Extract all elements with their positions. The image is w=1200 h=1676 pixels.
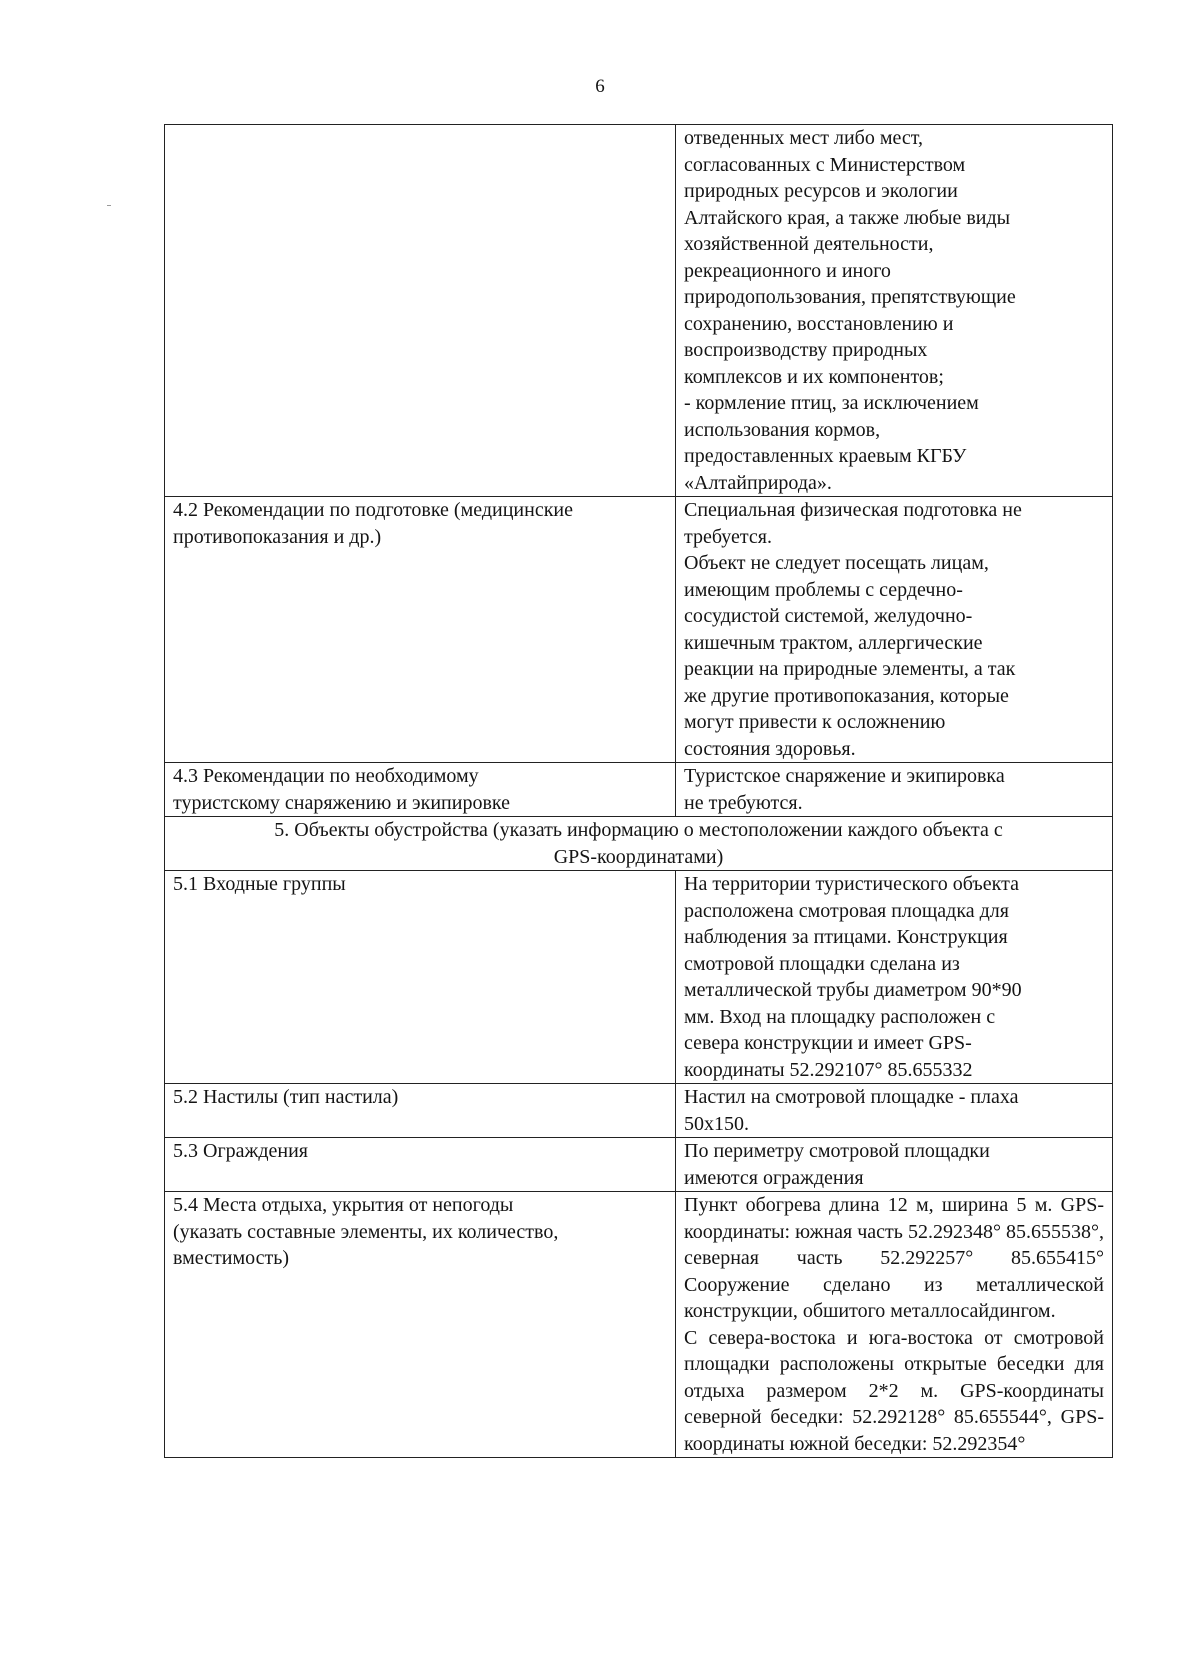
text-line: На территории туристического объекта: [684, 873, 1019, 895]
text-line: 50х150.: [684, 1112, 749, 1135]
text-line: 5. Объекты обустройства (указать информацию о местоположении каждого объекта с: [274, 819, 1003, 841]
text-line: использования кормов,: [684, 418, 881, 441]
text-line: туристскому снаряжению и экипировке: [173, 791, 510, 814]
text-line: Специальная физическая подготовка не: [684, 499, 1022, 521]
text-line: Туристское снаряжение и экипировка: [684, 765, 1005, 787]
empty-left-cell: [165, 125, 676, 497]
table-row: [165, 871, 1113, 1084]
row-4-2-label: [165, 497, 676, 763]
text-line: - кормление птиц, за исключением: [684, 392, 979, 414]
text-line: металлической трубы диаметром 90*90: [684, 979, 1022, 1001]
row-4-3-label: [165, 763, 676, 817]
text-line: мм. Вход на площадку расположен с: [684, 1005, 996, 1028]
text-line: сохранению, восстановлению и: [684, 312, 954, 335]
text-line: расположена смотровая площадка для: [684, 899, 1009, 922]
text-line: комплексов и их компонентов;: [684, 365, 944, 388]
text-line: воспроизводству природных: [684, 339, 928, 361]
text-line: Настил на смотровой площадке - плаха: [684, 1086, 1019, 1108]
text-line: не требуются.: [684, 791, 803, 814]
text-line: координаты 52.292107° 85.655332: [684, 1058, 973, 1081]
prohibitions-continuation-cell: [676, 125, 1113, 497]
text-line: 5.4 Места отдыха, укрытия от непогоды: [173, 1194, 514, 1216]
text-line: реакции на природные элементы, а так: [684, 658, 1016, 680]
text-line: природопользования, препятствующие: [684, 286, 1016, 308]
text-line: вместимость): [173, 1247, 290, 1269]
text-line: Алтайского края, а также любые виды: [684, 206, 1011, 229]
text-line: наблюдения за птицами. Конструкция: [684, 926, 1008, 948]
row-5-1-value: [676, 871, 1113, 1084]
text-line: кишечным трактом, аллергические: [684, 631, 983, 654]
table-row: [165, 763, 1113, 817]
text-line: 4.2 Рекомендации по подготовке (медицинские: [173, 499, 574, 521]
text-line: же другие противопоказания, которые: [684, 684, 1009, 707]
row-5-3-value: [676, 1138, 1113, 1192]
text-line: имеющим проблемы с сердечно-: [684, 578, 963, 601]
text-line: согласованных с Министерством: [684, 153, 966, 176]
text-line: рекреационного и иного: [684, 259, 891, 282]
text-line: 5.1 Входные группы: [173, 873, 346, 895]
table-row: [165, 1192, 1113, 1458]
text-line: состояния здоровья.: [684, 737, 856, 760]
table-row: [165, 1084, 1113, 1138]
table-row: [165, 817, 1113, 871]
text-line: требуется.: [684, 525, 772, 548]
text-line: хозяйственной деятельности,: [684, 233, 934, 255]
text-line: По периметру смотровой площадки: [684, 1140, 990, 1162]
section-5-heading: [165, 817, 1113, 871]
row-5-4-label: [165, 1192, 676, 1458]
text-line: могут привести к осложнению: [684, 711, 946, 733]
text-line: GPS-координатами): [553, 845, 724, 868]
text-line: предоставленных краевым КГБУ: [684, 445, 967, 467]
text-line: смотровой площадки сделана из: [684, 952, 960, 975]
paragraph: С севера-востока и юга-востока от смотровой площадки расположены открытые беседки для отдыха размером 2*2 м. GPS-координаты северной беседки: 52.292128° 85.655544°, GPS-координаты южной беседки: 52.292354°: [684, 1326, 1104, 1455]
text-line: Объект не следует посещать лицам,: [684, 552, 989, 574]
text-line: сосудистой системой, желудочно-: [684, 605, 973, 627]
text-line: 4.3 Рекомендации по необходимому: [173, 765, 479, 787]
text-line: противопоказания и др.): [173, 525, 382, 548]
row-5-3-label: [165, 1138, 676, 1192]
row-4-3-value: [676, 763, 1113, 817]
paragraph: Пункт обогрева длина 12 м, ширина 5 м. GPS-координаты: южная часть 52.292348° 85.655538°, северная часть 52.292257° 85.655415° Сооружение сделано из металлической конструкции, обшитого металлосайдингом.: [684, 1194, 1104, 1322]
text-line: «Алтайприрода».: [684, 471, 832, 494]
text-line: (указать составные элементы, их количество,: [173, 1220, 559, 1243]
text-line: имеются ограждения: [684, 1166, 864, 1189]
page-number: 6: [595, 76, 605, 97]
row-5-4-value: [676, 1192, 1113, 1458]
row-4-2-value: [676, 497, 1113, 763]
text-line: 5.3 Ограждения: [173, 1140, 308, 1162]
row-5-2-value: [676, 1084, 1113, 1138]
scan-mark: [107, 205, 111, 206]
table-row: [165, 125, 1113, 497]
row-5-2-label: [165, 1084, 676, 1138]
text-line: природных ресурсов и экологии: [684, 180, 958, 202]
row-5-1-label: [165, 871, 676, 1084]
text-line: севера конструкции и имеет GPS-: [684, 1032, 972, 1054]
text-line: отведенных мест либо мест,: [684, 127, 923, 149]
table-row: [165, 1138, 1113, 1192]
table-row: [165, 497, 1113, 763]
text-line: 5.2 Настилы (тип настила): [173, 1086, 399, 1108]
document-table: [164, 124, 1113, 1458]
